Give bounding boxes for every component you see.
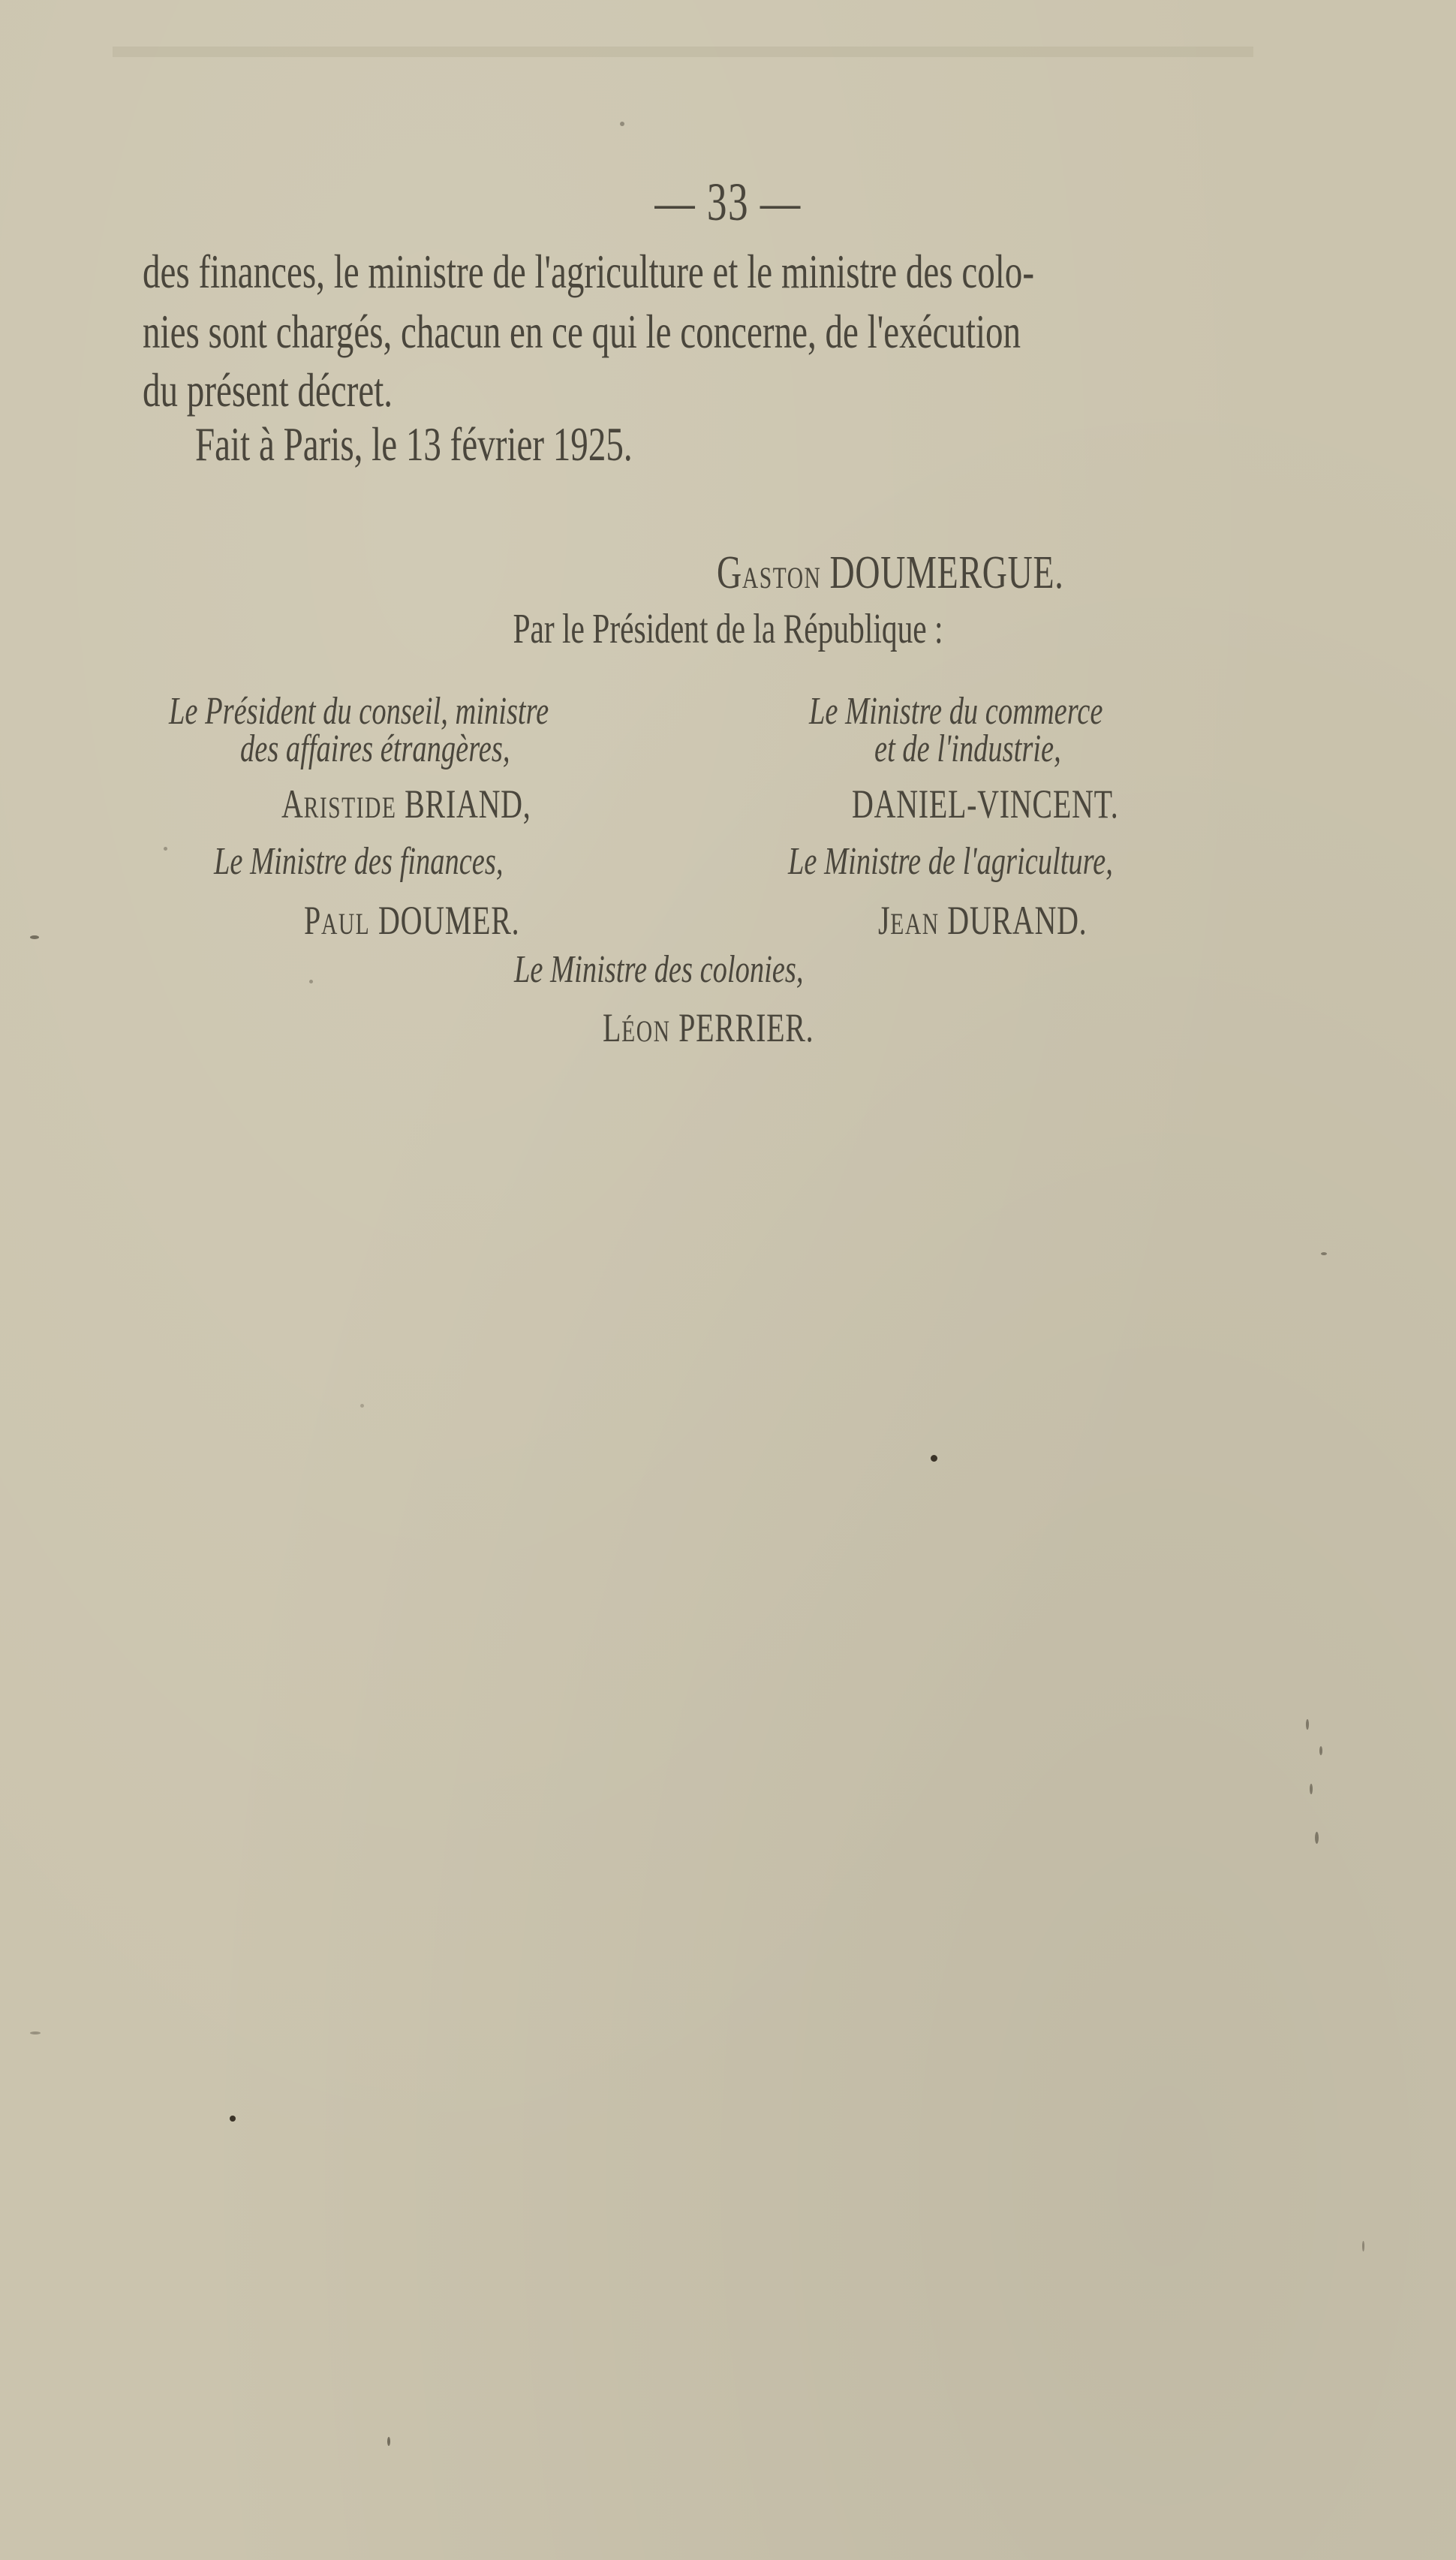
minister-1-first-rest: RISTIDE xyxy=(303,791,397,824)
ink-speck xyxy=(164,847,167,851)
minister-2-title-line-1: Le Ministre du commerce xyxy=(809,690,1103,733)
ink-speck xyxy=(1310,1784,1313,1794)
minister-5-signature xyxy=(603,1004,814,1051)
ink-speck xyxy=(1315,1832,1319,1844)
minister-3-signature xyxy=(304,897,519,944)
ink-speck xyxy=(931,1455,937,1462)
top-smudge xyxy=(113,47,1253,57)
by-line: Par le Président de la République : xyxy=(513,606,943,652)
minister-4-first-initial: J xyxy=(878,898,891,943)
president-signature xyxy=(717,547,1064,600)
body-line-2: nies sont chargés, chacun en ce qui le concerne, de l'exécution xyxy=(143,305,1021,358)
date-line: Fait à Paris, le 13 février 1925. xyxy=(195,417,633,471)
minister-2-last-name: DANIEL-VINCENT. xyxy=(852,782,1119,827)
minister-1-last-name: BRIAND, xyxy=(405,782,531,827)
body-line-3: du présent décret. xyxy=(143,363,393,417)
ink-speck xyxy=(1319,1746,1322,1755)
president-last-name: DOUMERGUE. xyxy=(829,547,1064,598)
minister-5-last-name: PERRIER. xyxy=(678,1005,814,1050)
minister-4-signature xyxy=(878,897,1087,944)
minister-4-title: Le Ministre de l'agriculture, xyxy=(788,840,1113,883)
minister-3-title: Le Ministre des finances, xyxy=(214,840,504,883)
page-number: — 33 — xyxy=(654,172,802,232)
minister-3-first-initial: P xyxy=(304,898,321,943)
minister-2-signature xyxy=(852,781,1118,827)
minister-4-first-rest: EAN xyxy=(890,907,940,941)
ink-speck xyxy=(309,980,313,983)
minister-2-title-line-2: et de l'industrie, xyxy=(874,727,1061,770)
minister-5-first-initial: L xyxy=(603,1005,622,1050)
minister-5-title: Le Ministre des colonies, xyxy=(514,948,804,991)
ink-speck xyxy=(230,2116,236,2122)
ink-speck xyxy=(620,122,624,126)
president-first-initial: G xyxy=(717,547,742,598)
ink-speck xyxy=(360,1404,364,1408)
ink-speck xyxy=(30,935,39,939)
minister-3-last-name: DOUMER. xyxy=(378,898,520,943)
minister-1-first-initial: A xyxy=(281,782,304,827)
minister-3-first-rest: AUL xyxy=(320,907,371,941)
ink-speck xyxy=(30,2031,41,2034)
president-first-rest: ASTON xyxy=(742,561,822,595)
ink-speck xyxy=(1321,1252,1327,1255)
minister-1-title-line-2: des affaires étrangères, xyxy=(240,727,510,770)
minister-4-last-name: DURAND. xyxy=(947,898,1087,943)
ink-speck xyxy=(387,2437,390,2446)
ink-speck xyxy=(1362,2241,1364,2251)
body-line-1: des finances, le ministre de l'agriculture et le ministre des colo- xyxy=(143,245,1034,298)
minister-1-signature xyxy=(281,781,531,827)
ink-speck xyxy=(1306,1719,1309,1730)
minister-5-first-rest: ÉON xyxy=(621,1014,671,1048)
minister-1-title-line-1: Le Président du conseil, ministre xyxy=(169,690,549,733)
